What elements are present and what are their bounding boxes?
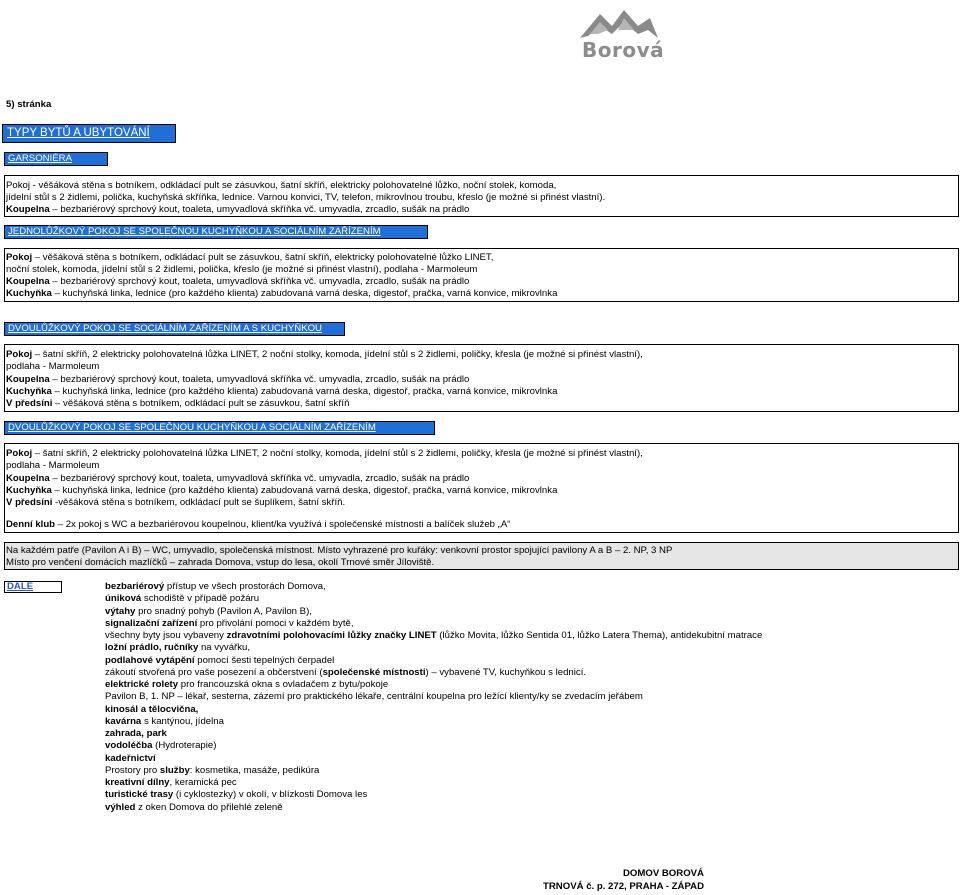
dale-item-bold: turistické trasy	[105, 789, 174, 801]
dale-item-text: Prostory pro	[105, 764, 160, 776]
page-title: TYPY BYTŮ A UBYTOVÁNÍ	[2, 124, 176, 143]
dvouluzkovy-kuch-line-2: podlaha - Marmoleum	[6, 361, 100, 372]
dvouluzkovy-kuch-line-1: Pokoj – šatní skříň, 2 elektricky polohovatelná lůžka LINET, 2 noční stolky, komoda, jídelní stůl s 2 židlemi, poličky, křesla (je možné si přinést vlastní),	[6, 349, 643, 360]
dale-item	[105, 704, 198, 716]
dale-label: DALE	[4, 581, 62, 593]
dale-item	[105, 777, 237, 789]
dale-item-bold: kinosál a tělocvična,	[105, 703, 199, 715]
dvouluzkovy-kuch-line-4: Kuchyňka – kuchyňská linka, lednice (pro každého klienta) zabudovaná varná deska, digestoř, pračka, varná konvice, mikrovlnka	[6, 386, 558, 397]
dale-item-bold: kreativní dílny	[105, 777, 170, 788]
denni-klub-line: Denní klub – 2x pokoj s WC a bezbariérovou koupelnou, klient/ka využívá i společenské místnosti a balíček služeb „A“	[6, 519, 511, 530]
dale-item-text: ) – vybavené TV, kuchyňkou s lednicí.	[425, 666, 587, 678]
dale-item	[105, 728, 167, 740]
dale-item-text: (lůžko Movita, lůžko Sentida 01, lůžko Latera Thema), antidekubitní matrace	[436, 630, 763, 641]
dvouluzkovy-spol-line-4: Kuchyňka – kuchyňská linka, lednice (pro každého klienta) zabudovaná varná deska, digestoř, pračka, varná konvice, mikrovlnka	[6, 485, 558, 496]
dale-item-text: pro přivolání pomoci v každém bytě,	[197, 617, 354, 629]
dale-item-text: pomocí šesti tepelných čerpadel	[194, 654, 335, 666]
jednoluzkovy-line-4: Kuchyňka – kuchyňská linka, lednice (pro každého klienta) zabudovaná varná deska, digestoř, pračka, varná konvice, mikrovlnka	[6, 288, 558, 299]
footer-address: TRNOVÁ č. p. 272, PRAHA - ZÁPAD	[543, 881, 704, 892]
dale-item-text: Pavilon B, 1. NP – lékař, sesterna, zázemí pro praktického lékaře, centrální koupelna pro ležící klienty/ky se zvedacím jeřábem	[105, 691, 643, 703]
dale-item	[105, 691, 643, 703]
section-header-dvouluzkovy-spolecna: DVOULŮŽKOVÝ POKOJ SE SPOLEČNOU KUCHYŇKOU A SOCIÁLNÍM ZAŘÍZENÍM	[4, 421, 435, 435]
dale-item	[105, 716, 224, 728]
dale-item	[105, 679, 388, 691]
dale-item-bold: kavárna	[105, 715, 142, 727]
dale-item-text: schodiště v případě požáru	[141, 593, 260, 605]
dale-item-bold: kadeřnictví	[105, 752, 156, 764]
logo-text: Borová	[582, 38, 665, 62]
page-label: 5) stránka	[6, 99, 52, 110]
dale-item	[105, 765, 319, 777]
dale-item	[105, 802, 283, 814]
dale-item-bold: bezbariérový	[105, 581, 165, 592]
dvouluzkovy-kuch-line-3: Koupelna – bezbariérový sprchový kout, toaleta, umyvadlová skříňka vč. umyvadla, zrcadlo, sušák na prádlo	[6, 374, 470, 385]
dale-item	[105, 606, 312, 618]
dale-item-bold: podlahové vytápění	[105, 654, 195, 666]
dale-item-bold: elektrické rolety	[105, 679, 179, 690]
garsoniera-line-3: Koupelna – bezbariérový sprchový kout, toaleta, umyvadlová skříňka vč. umyvadla, zrcadlo, sušák na prádlo	[6, 204, 470, 215]
section-header-jednoluzkovy: JEDNOLŮŽKOVÝ POKOJ SE SPOLEČNOU KUCHYŇKOU A SOCIÁLNÍM ZAŘÍZENÍM	[4, 225, 428, 239]
dale-item-bold: ložní prádlo, ručníky	[105, 642, 199, 654]
dale-item-bold: výhled	[105, 801, 136, 813]
dale-item-text: na vyvářku,	[198, 642, 251, 654]
dale-item-text: (i cyklostezky) v okolí, v blízkosti Domova les	[173, 789, 368, 801]
jednoluzkovy-line-3: Koupelna – bezbariérový sprchový kout, toaleta, umyvadlová skříňka vč. umyvadla, zrcadlo, sušák na prádlo	[6, 276, 470, 287]
dale-item	[105, 753, 156, 765]
floor-info-line-1: Na každém patře (Pavilon A i B) – WC, umyvadlo, společenská místnost. Místo vyhrazené pro kuřáky: venkovní prostor spojující pavilony A a B – 2. NP, 3 NP	[6, 545, 673, 556]
footer-name: DOMOV BOROVÁ	[622, 868, 704, 879]
dale-item-bold: vodoléčba	[105, 740, 153, 752]
dvouluzkovy-kuch-line-5: V předsíni – věšáková stěna s botníkem, odkládací pult se zásuvkou, šatní skříň	[6, 398, 350, 409]
dale-item-text: pro francouzská okna s ovladačem z bytu/pokoje	[178, 679, 389, 690]
dale-item	[105, 618, 354, 630]
dale-item	[105, 581, 326, 593]
dale-item-bold: úniková	[105, 593, 142, 605]
dale-item	[105, 593, 259, 605]
dale-item-bold: služby	[159, 764, 190, 776]
dvouluzkovy-spol-line-1: Pokoj – šatní skříň, 2 elektricky polohovatelná lůžka LINET, 2 noční stolky, komoda, jídelní stůl s 2 židlemi, poličky, křesla (je možné si přinést vlastní),	[6, 448, 643, 459]
dvouluzkovy-spol-line-3: Koupelna – bezbariérový sprchový kout, toaleta, umyvadlová skříňka vč. umyvadla, zrcadlo, sušák na prádlo	[6, 473, 470, 484]
dale-item-bold: společenské místnosti	[322, 666, 426, 678]
dale-item	[105, 655, 334, 667]
dale-item-text: všechny byty jsou vybaveny	[105, 630, 227, 641]
section-header-dvouluzkovy-kuchynka: DVOULŮŽKOVÝ POKOJ SE SOCIÁLNÍM ZAŘÍZENÍM A S KUCHYŇKOU	[4, 322, 345, 336]
garsoniera-line-2: jídelní stůl s 2 židlemi, polička, kuchyňská skříňka, lednice. Varnou konvici, TV, telefon, mikrovlnou troubu, křeslo (je možné si přinést vlastní).	[6, 192, 606, 203]
jednoluzkovy-line-2: noční stolek, komoda, jídelní stůl s 2 židlemi, polička, křeslo (je možné si přinést vlastní), podlaha - Marmoleum	[6, 264, 478, 275]
jednoluzkovy-line-1: Pokoj – věšáková stěna s botníkem, odkládací pult se zásuvkou, šatní skříň, elektricky polohovatelné lůžko LINET,	[6, 252, 494, 263]
dale-item-text: pro snadný pohyb (Pavilon A, Pavilon B),	[135, 605, 312, 617]
dale-item	[105, 642, 250, 654]
dale-item-bold: signalizační zařízení	[105, 617, 198, 629]
dale-item	[105, 740, 216, 752]
dale-item-bold: zahrada, park	[105, 728, 167, 739]
garsoniera-line-1: Pokoj - věšáková stěna s botníkem, odkládací pult se zásuvkou, šatní skříň, elektricky polohovatelné lůžko, noční stolek, komoda,	[6, 180, 557, 191]
dvouluzkovy-spol-line-5: V předsíni -věšáková stěna s botníkem, odkládací pult se šuplíkem, šatní skříň.	[6, 497, 346, 508]
dale-item-text: s kantýnou, jídelna	[141, 715, 224, 727]
dale-item-text: zákoutí stvořená pro vaše posezení a občerstvení (	[105, 666, 323, 678]
dale-item-text: , keramická pec	[169, 777, 237, 788]
dale-item-bold: výtahy	[105, 605, 136, 617]
dale-item-text: (Hydroterapie)	[152, 740, 217, 752]
dale-item-text: z oken Domova do přilehlé zeleně	[135, 801, 283, 813]
dale-item-text: : kosmetika, masáže, pedikúra	[189, 764, 320, 776]
dale-item-bold: zdravotními polohovacími lůžky značky LINET	[226, 630, 437, 641]
dale-item-text: přístup ve všech prostorách Domova,	[164, 581, 326, 592]
dvouluzkovy-spol-line-2: podlaha - Marmoleum	[6, 460, 100, 471]
dale-item	[105, 630, 762, 642]
dale-item	[105, 789, 367, 801]
dale-item	[105, 667, 586, 679]
logo	[578, 4, 665, 64]
section-header-garsoniera: GARSONIÉRA	[4, 152, 108, 166]
floor-info-line-2: Místo pro venčení domácích mazlíčků – zahrada Domova, vstup do lesa, okolí Trnové směr Jíloviště.	[6, 557, 435, 568]
